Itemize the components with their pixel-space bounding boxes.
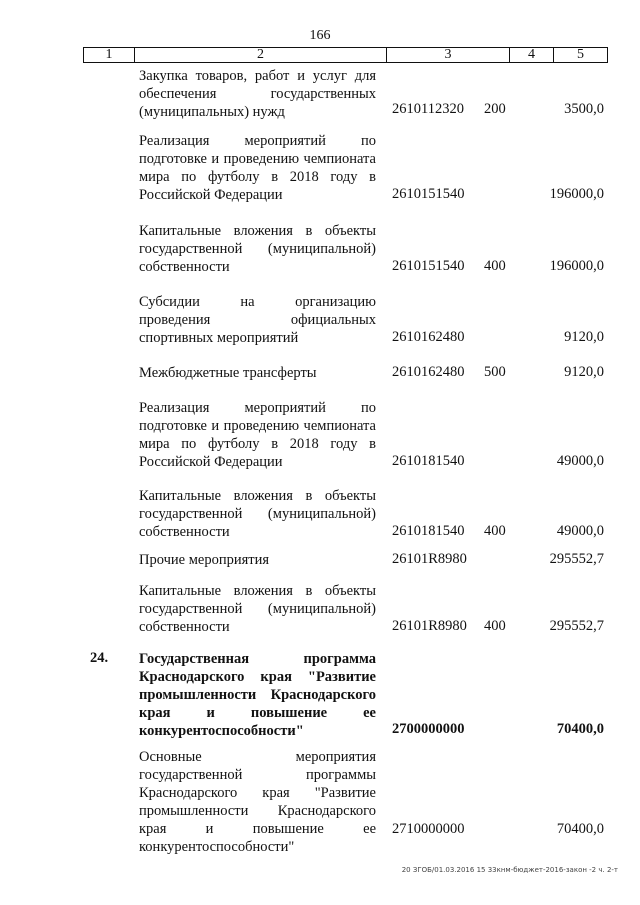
row-sum: 9120,0 [564,329,604,345]
column-header-row [83,47,608,63]
row-kind: 400 [484,523,506,539]
row-sum: 196000,0 [549,186,604,202]
row-sum: 70400,0 [556,721,604,737]
row-name: Реализация мероприятий по подготовке и проведению чемпионата мира по футболу в 2018 году в Российской Федерации [139,400,376,470]
row-kind: 400 [484,618,506,634]
row-sum: 9120,0 [564,364,604,380]
row-code: 2610162480 [392,329,465,345]
row-sum: 49000,0 [556,453,604,469]
row-name: Прочие мероприятия [139,552,270,568]
row-name: Капитальные вложения в объекты государственной (муниципальной) собственности [139,223,376,275]
row-code: 2610151540 [392,258,465,274]
row-code: 2700000000 [392,721,465,737]
row-code: 26101R8980 [392,618,467,634]
column-header-5: 5 [577,47,584,62]
page-number: 166 [309,28,331,43]
row-name: Основные мероприятия государственной программы Краснодарского края "Развитие промышленности Краснодарского края и повышение ее конкурентоспособности" [139,749,376,855]
column-header-3: 3 [387,48,510,62]
row-kind: 200 [484,101,506,117]
row-name: Закупка товаров, работ и услуг для обеспечения государственных (муниципальных) нужд [139,68,376,120]
row-sum: 3500,0 [564,101,604,117]
row-kind: 500 [484,364,506,380]
row-code: 26101R8980 [392,551,467,567]
row-name: Государственная программа Краснодарского края "Развитие промышленности Краснодарского края и повышение ее конкурентоспособности" [139,651,376,739]
row-code: 2610162480 [392,364,465,380]
row-name: Межбюджетные трансферты [139,365,317,381]
row-code: 2610151540 [392,186,465,202]
row-code: 2610181540 [392,523,465,539]
column-header-1: 1 [84,48,135,62]
row-name: Капитальные вложения в объекты государственной (муниципальной) собственности [139,488,376,540]
row-name: Реализация мероприятий по подготовке и проведению чемпионата мира по футболу в 2018 году в Российской Федерации [139,133,376,203]
row-kind: 400 [484,258,506,274]
row-name: Капитальные вложения в объекты государственной (муниципальной) собственности [139,583,376,635]
row-sum: 196000,0 [549,258,604,274]
footer-stamp: 20 ЗГОБ/01.03.2016 15 33кнм-бюджет-2016-закон -2 ч. 2-т [401,866,618,874]
row-number: 24. [90,650,109,666]
row-sum: 70400,0 [556,821,604,837]
row-code: 2610112320 [392,101,464,117]
column-header-4: 4 [510,48,554,62]
row-code: 2610181540 [392,453,465,469]
row-code: 2710000000 [392,821,465,837]
row-sum: 295552,7 [549,551,604,567]
row-name: Субсидии на организацию проведения официальных спортивных мероприятий [139,294,376,346]
column-header-2: 2 [135,48,387,62]
row-sum: 295552,7 [549,618,604,634]
row-sum: 49000,0 [556,523,604,539]
